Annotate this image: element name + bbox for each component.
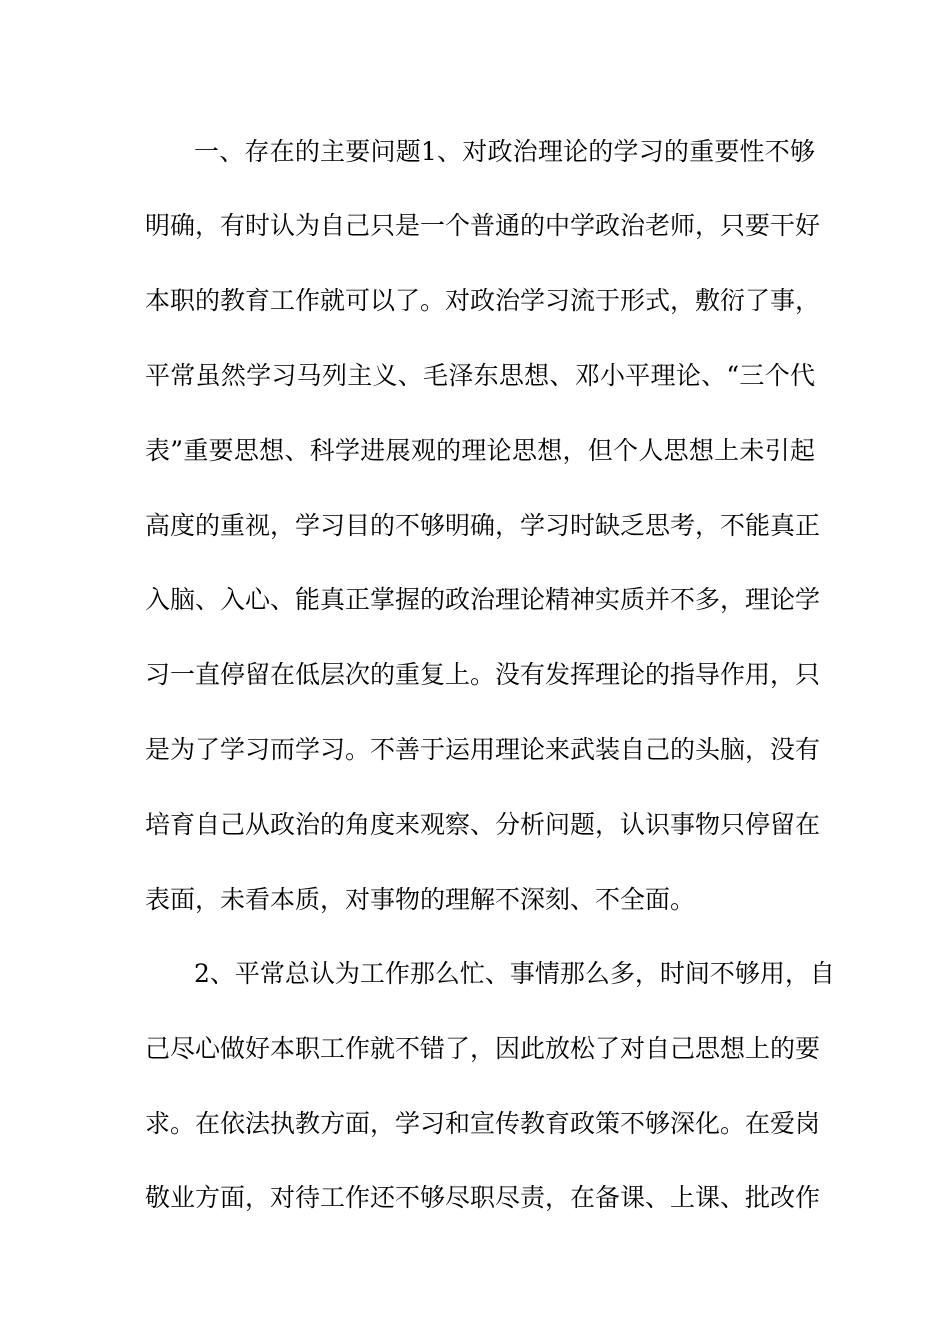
paragraph-2-line-1: 2、平常总认为工作那么忙、事情那么多，时间不够用，自	[194, 959, 835, 988]
paragraph-2-line-2: 己尽心做好本职工作就不错了，因此放松了对自己思想上的要	[145, 1034, 821, 1063]
paragraph-1-line-1: 一、存在的主要问题1、对政治理论的学习的重要性不够	[194, 137, 815, 166]
paragraph-1-line-8: 习一直停留在低层次的重复上。没有发挥理论的指导作用，只	[145, 660, 821, 689]
paragraph-1-line-4: 平常虽然学习马列主义、毛泽东思想、邓小平理论、“三个代	[145, 361, 815, 390]
paragraph-2-line-4: 敬业方面，对待工作还不够尽职尽责，在备课、上课、批改作	[145, 1183, 821, 1212]
paragraph-1-line-2: 明确，有时认为自己只是一个普通的中学政治老师，只要干好	[145, 211, 821, 240]
paragraph-1-line-9: 是为了学习而学习。不善于运用理论来武装自己的头脑，没有	[145, 735, 821, 764]
paragraph-1-line-6: 高度的重视，学习目的不够明确，学习时缺乏思考，不能真正	[145, 511, 821, 540]
paragraph-1-line-7: 入脑、入心、能真正掌握的政治理论精神实质并不多，理论学	[145, 585, 821, 614]
paragraph-1-line-10: 培育自己从政治的角度来观察、分析问题，认识事物只停留在	[145, 810, 821, 839]
paragraph-1-line-5: 表”重要思想、科学进展观的理论思想，但个人思想上未引起	[145, 436, 815, 465]
paragraph-2-line-3: 求。在依法执教方面，学习和宣传教育政策不够深化。在爱岗	[145, 1109, 821, 1138]
paragraph-1-line-3: 本职的教育工作就可以了。对政治学习流于形式，敷衍了事，	[145, 286, 821, 315]
paragraph-1-line-11: 表面，未看本质，对事物的理解不深刻、不全面。	[145, 885, 696, 914]
